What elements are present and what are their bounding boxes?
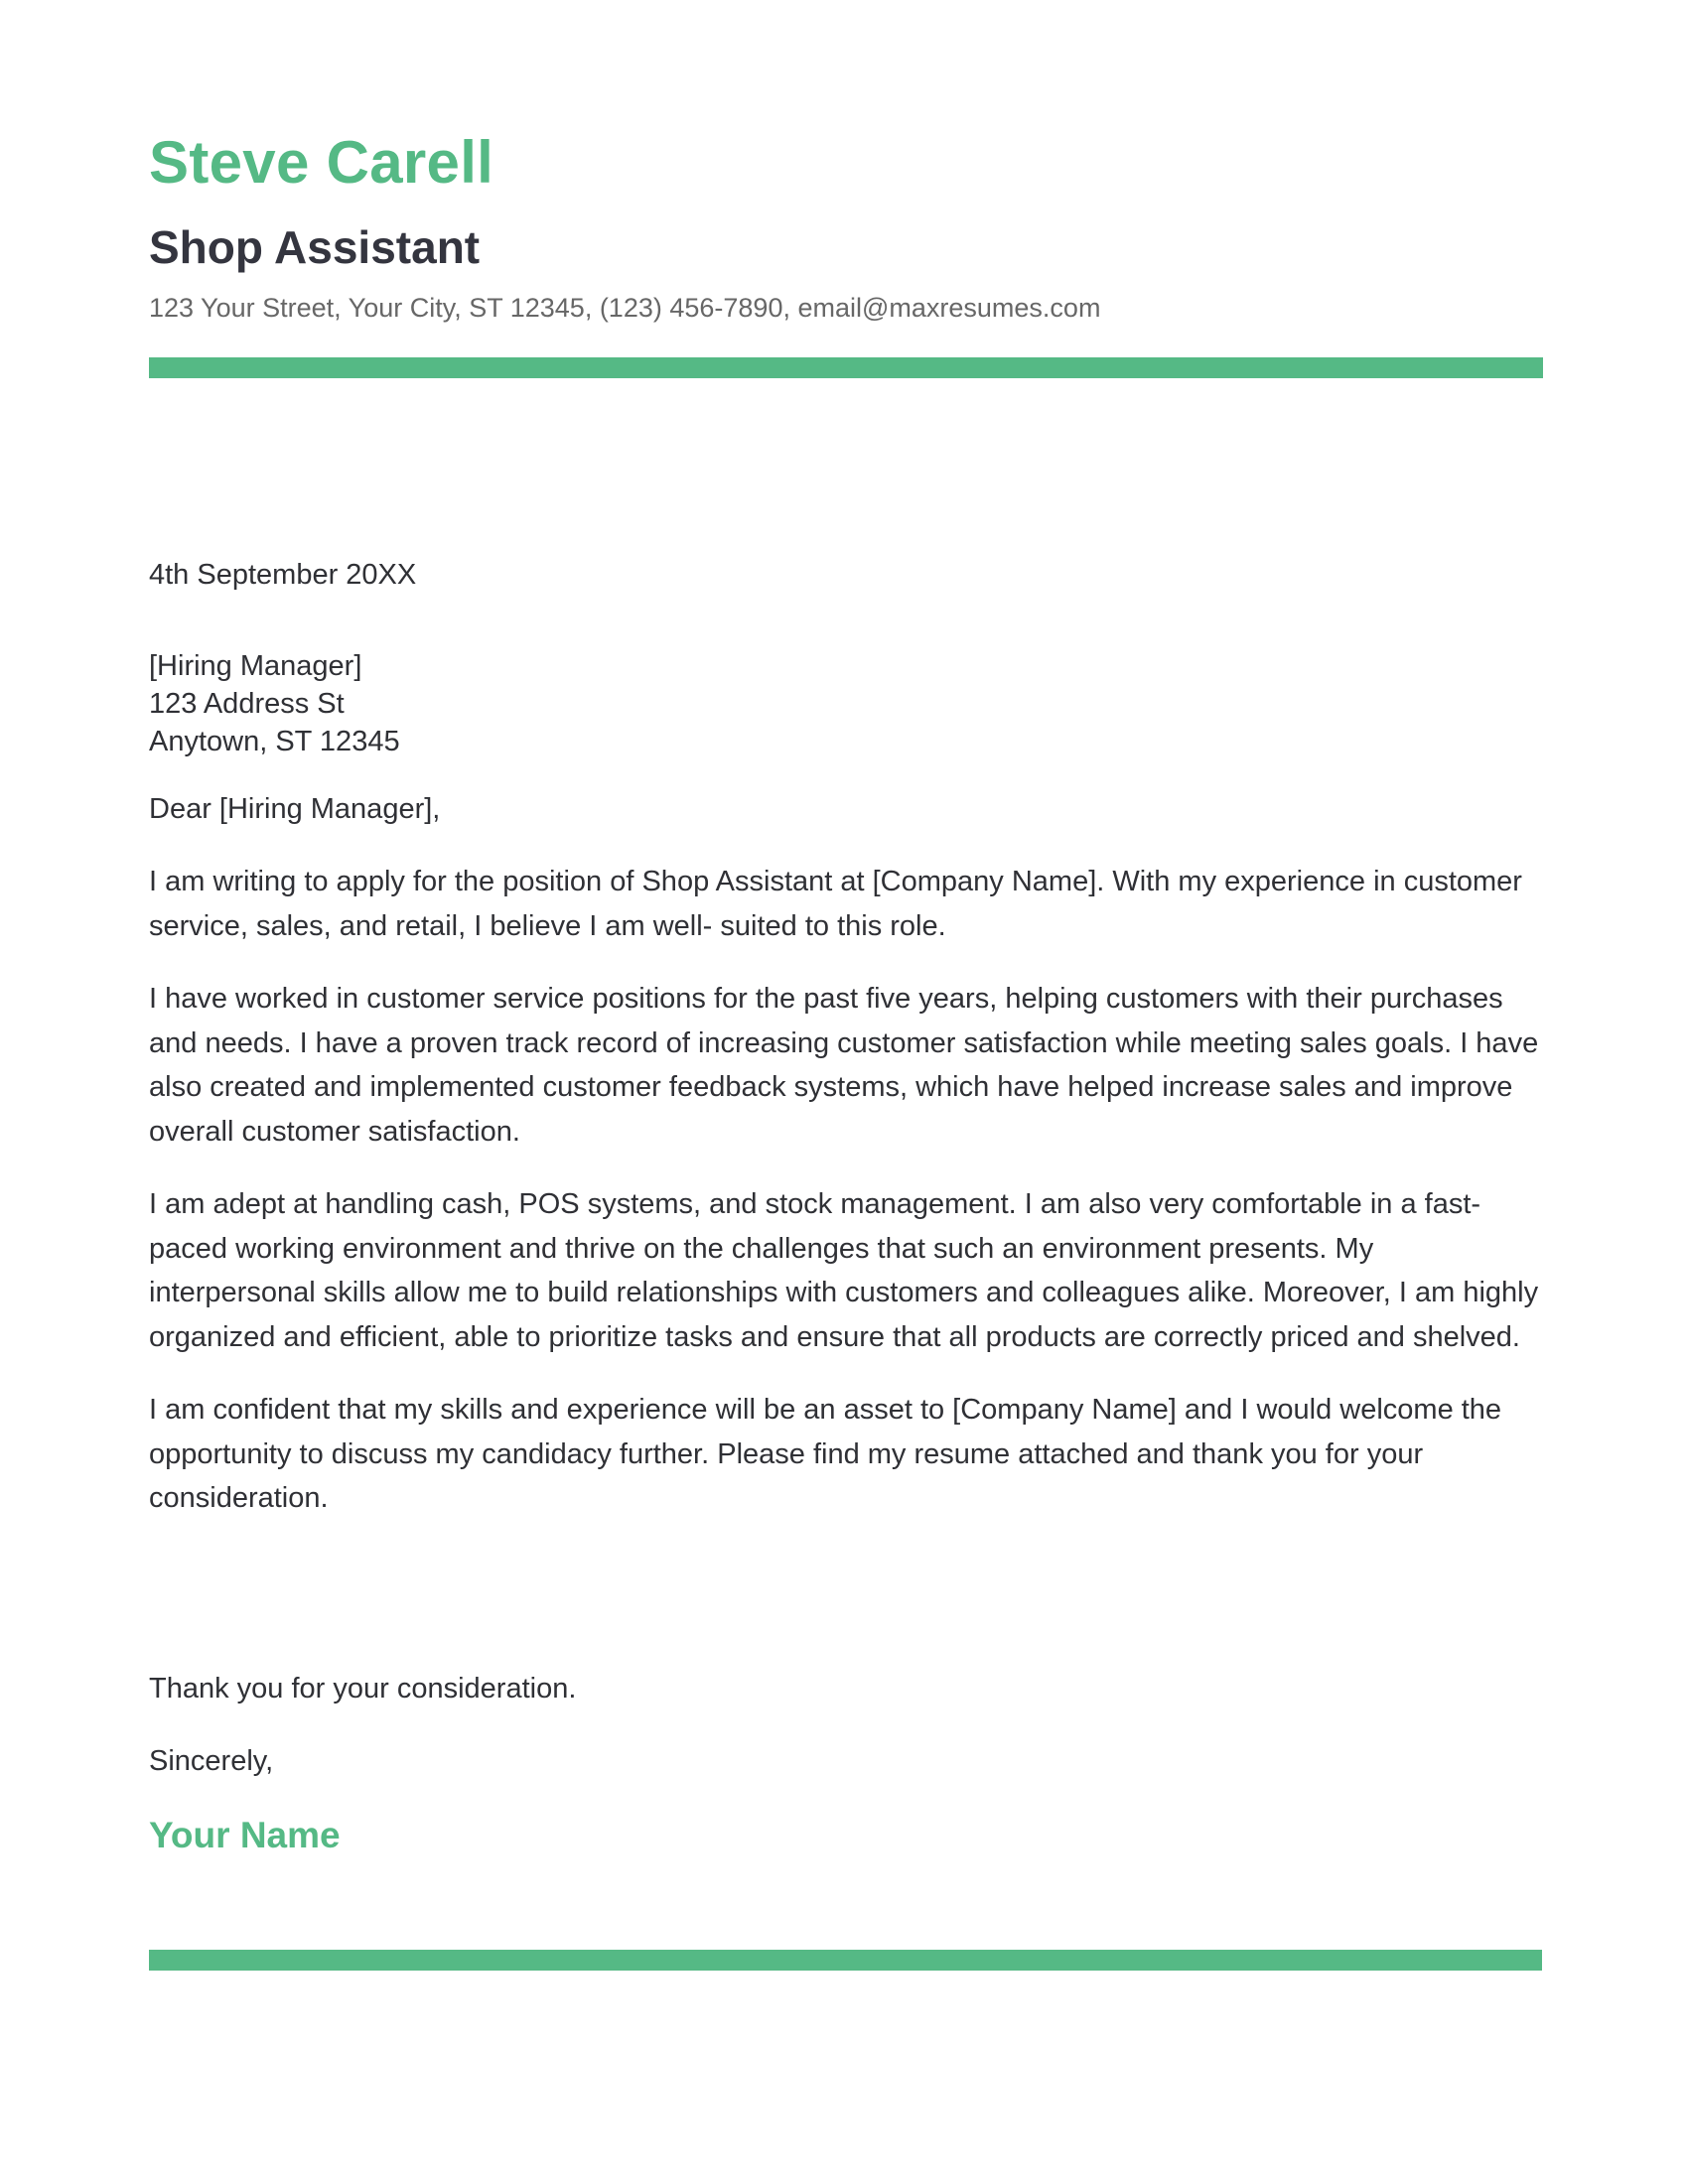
applicant-name: Steve Carell <box>149 129 494 196</box>
letter-body <box>149 860 1543 1550</box>
cover-letter-page <box>149 0 1543 2184</box>
body-paragraph: I am adept at handling cash, POS systems, and stock management. I am also very comfortable in a fast-paced working environment and thrive on the challenges that such an environment presents. My interpersonal skills allow me to build relationships with customers and colleagues alike. Moreover, I am highly organized and efficient, able to prioritize tasks and ensure that all products are correctly priced and shelved. <box>149 1188 1539 1353</box>
recipient-address <box>149 647 400 760</box>
recipient-street: 123 Address St <box>149 688 345 720</box>
top-divider <box>149 357 1543 378</box>
body-paragraph: I am writing to apply for the position of Shop Assistant at [Company Name]. With my experience in customer service, sales, and retail, I believe I am well- suited to this role. <box>149 866 1522 942</box>
body-paragraph: I have worked in customer service positions for the past five years, helping customers with their purchases and needs. I have a proven track record of increasing customer satisfaction while meeting sales goals. I have also created and implemented customer feedback systems, which have helped increase sales and improve overall customer satisfaction. <box>149 983 1539 1148</box>
letter-date: 4th September 20XX <box>149 559 417 591</box>
recipient-city: Anytown, ST 12345 <box>149 726 400 757</box>
job-title: Shop Assistant <box>149 221 481 273</box>
contact-info: 123 Your Street, Your City, ST 12345, (123) 456-7890, email@maxresumes.com <box>149 293 1101 323</box>
recipient-name: [Hiring Manager] <box>149 650 362 682</box>
body-paragraph: I am confident that my skills and experience will be an asset to [Company Name] and I would welcome the opportunity to discuss my candidacy further. Please find my resume attached and thank you for your consideration. <box>149 1394 1502 1514</box>
salutation: Dear [Hiring Manager], <box>149 793 441 825</box>
signature-name: Your Name <box>149 1815 341 1855</box>
signoff: Sincerely, <box>149 1745 274 1777</box>
closing-line: Thank you for your consideration. <box>149 1673 577 1705</box>
bottom-divider <box>149 1950 1542 1971</box>
